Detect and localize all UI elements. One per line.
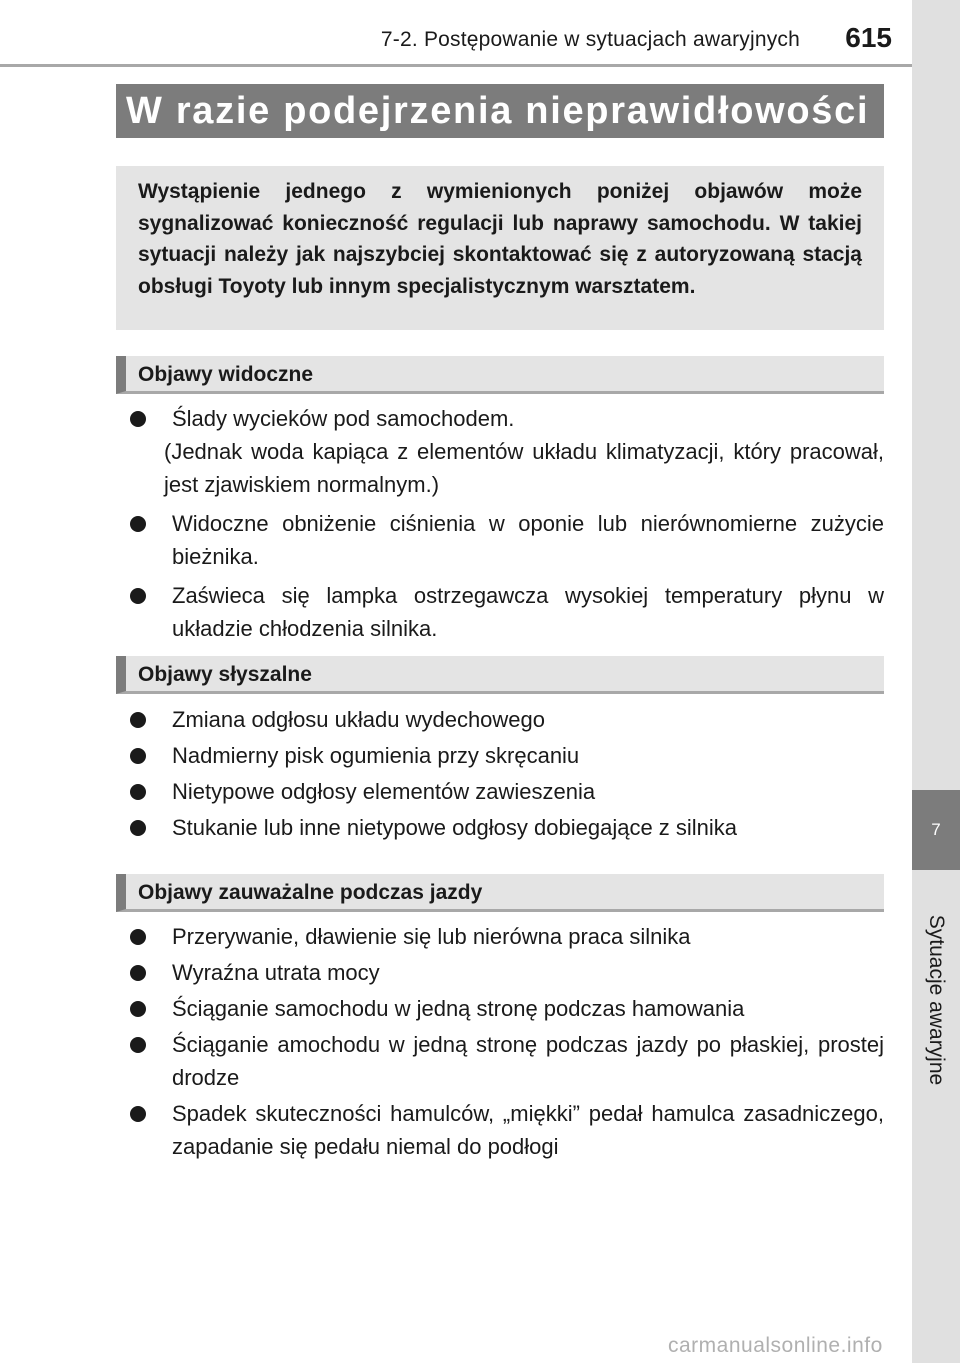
list-item xyxy=(130,739,884,772)
bullet-dot-icon xyxy=(130,588,146,604)
list-item-text: Ściąganie amochodu w jedną stronę podczas jazdy po płaskiej, prostej drodze xyxy=(172,1032,884,1090)
page-number: 615 xyxy=(845,22,892,53)
list-item-text: Nietypowe odgłosy elementów zawieszenia xyxy=(172,779,596,804)
list-item xyxy=(130,775,884,808)
bullet-dot-icon xyxy=(130,929,146,945)
list-item-text: Ślady wycieków pod samochodem. xyxy=(172,406,515,431)
bullet-dot-icon xyxy=(130,712,146,728)
list-visible-symptoms xyxy=(130,402,884,651)
list-item xyxy=(130,1028,884,1094)
bullet-dot-icon xyxy=(130,784,146,800)
list-driving-symptoms xyxy=(130,920,884,1166)
list-item-text: Stukanie lub inne nietypowe odgłosy dobiegające z silnika xyxy=(172,815,738,840)
list-item-text: Nadmierny pisk ogumienia przy skręcaniu xyxy=(172,743,580,768)
list-item xyxy=(130,579,884,645)
bullet-dot-icon xyxy=(130,748,146,764)
list-audible-symptoms xyxy=(130,703,884,847)
list-item-text: Ściąganie samochodu w jedną stronę podczas hamowania xyxy=(172,996,745,1021)
bullet-dot-icon xyxy=(130,1106,146,1122)
bullet-dot-icon xyxy=(130,1001,146,1017)
list-item xyxy=(130,992,884,1025)
section-heading-visible: Objawy widoczne xyxy=(116,356,884,394)
chapter-number-tab: 7 xyxy=(912,790,960,870)
list-item-note: (Jednak woda kapiąca z elementów układu klimatyzacji, który pracował, jest zjawiskiem normalnym.) xyxy=(164,439,884,497)
bullet-dot-icon xyxy=(130,820,146,836)
bullet-dot-icon xyxy=(130,516,146,532)
running-header: 7-2. Postępowanie w sytuacjach awaryjnych xyxy=(380,28,800,51)
section-heading-driving: Objawy zauważalne podczas jazdy xyxy=(116,874,884,912)
chapter-side-tab xyxy=(912,0,960,1363)
bullet-dot-icon xyxy=(130,1037,146,1053)
list-item-text: Zaświeca się lampka ostrzegawcza wysokiej temperatury płynu w układzie chłodzenia silnika. xyxy=(172,583,884,641)
page-title: W razie podejrzenia nieprawidłowości xyxy=(116,84,884,138)
list-item xyxy=(130,920,884,953)
bullet-dot-icon xyxy=(130,411,146,427)
bullet-dot-icon xyxy=(130,965,146,981)
list-item-text: Wyraźna utrata mocy xyxy=(172,960,380,985)
section-heading-audible: Objawy słyszalne xyxy=(116,656,884,694)
list-item xyxy=(130,507,884,573)
list-item-text: Widoczne obniżenie ciśnienia w oponie lub nierównomierne zużycie bieżnika. xyxy=(172,511,884,569)
list-item xyxy=(130,703,884,736)
chapter-title-vertical: Sytuacje awaryjne xyxy=(925,914,948,1086)
list-item xyxy=(130,402,884,501)
list-item xyxy=(130,956,884,989)
intro-text: Wystąpienie jednego z wymienionych poniżej objawów może sygnalizować konieczność regulacji lub naprawy samochodu. W takiej sytuacji należy jak najszybciej skontaktować się z autoryzowaną stacją obsługi Toyoty lub innym specjalistycznym warsztatem. xyxy=(138,180,862,298)
list-item xyxy=(130,1097,884,1163)
intro-box xyxy=(116,166,884,330)
watermark: carmanualsonline.info xyxy=(668,1334,883,1357)
list-item-text: Zmiana odgłosu układu wydechowego xyxy=(172,707,546,732)
header-divider xyxy=(0,64,912,67)
list-item-text: Przerywanie, dławienie się lub nierówna praca silnika xyxy=(172,924,691,949)
list-item xyxy=(130,811,884,844)
list-item-text: Spadek skuteczności hamulców, „miękki” pedał hamulca zasadniczego, zapadanie się pedału niemal do podłogi xyxy=(172,1101,884,1159)
